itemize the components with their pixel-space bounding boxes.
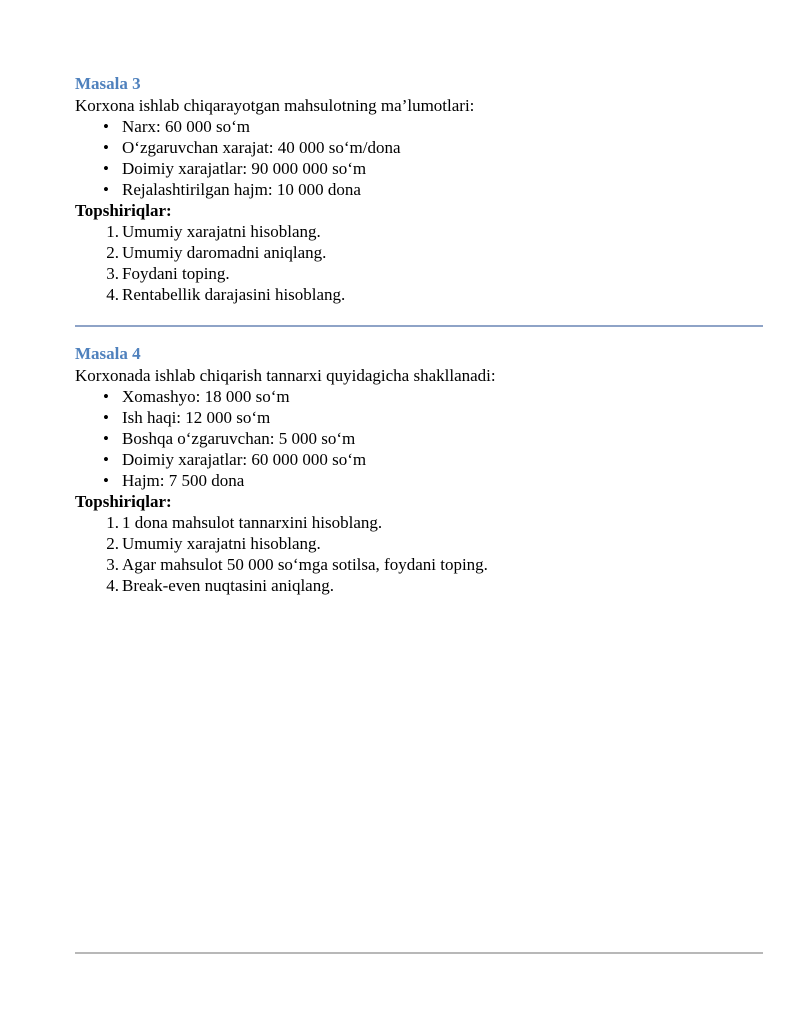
list-item-text: Break-even nuqtasini aniqlang. <box>122 576 334 595</box>
list-item <box>75 575 763 596</box>
list-item <box>75 284 763 305</box>
list-item-text: Foydani toping. <box>122 264 230 283</box>
list-item-text: 1 dona mahsulot tannarxini hisoblang. <box>122 513 383 532</box>
section-heading: Masala 4 <box>75 344 141 363</box>
list-number: 2. <box>106 534 119 553</box>
list-item <box>75 137 763 158</box>
section-intro: Korxonada ishlab chiqarish tannarxi quyidagicha shakllanadi: <box>75 366 496 385</box>
list-number: 4. <box>106 576 119 595</box>
list-item <box>75 554 763 575</box>
list-item <box>75 449 763 470</box>
bullet-icon: • <box>103 408 109 427</box>
tasks-numbered-list <box>75 512 763 596</box>
bullet-icon: • <box>103 387 109 406</box>
list-item <box>75 242 763 263</box>
bullet-icon: • <box>103 429 109 448</box>
list-item-text: Doimiy xarajatlar: 60 000 000 so‘m <box>122 450 367 469</box>
section-masala-3 <box>75 73 763 305</box>
list-number: 2. <box>106 243 119 262</box>
list-item-text: Hajm: 7 500 dona <box>122 471 245 490</box>
document-page <box>75 73 763 596</box>
bullet-icon: • <box>103 180 109 199</box>
list-item <box>75 179 763 200</box>
list-item <box>75 533 763 554</box>
bullet-icon: • <box>103 138 109 157</box>
list-item <box>75 428 763 449</box>
list-number: 3. <box>106 555 119 574</box>
list-item <box>75 221 763 242</box>
bullet-icon: • <box>103 450 109 469</box>
list-item-text: Agar mahsulot 50 000 so‘mga sotilsa, foydani toping. <box>122 555 488 574</box>
bullet-icon: • <box>103 159 109 178</box>
section-intro: Korxona ishlab chiqarayotgan mahsulotning ma’lumotlari: <box>75 96 475 115</box>
bullet-icon: • <box>103 471 109 490</box>
list-item <box>75 470 763 491</box>
list-number: 1. <box>106 222 119 241</box>
list-item <box>75 116 763 137</box>
tasks-label: Topshiriqlar: <box>75 492 172 511</box>
list-item-text: Ish haqi: 12 000 so‘m <box>122 408 271 427</box>
list-item-text: Rejalashtirilgan hajm: 10 000 dona <box>122 180 361 199</box>
data-bullet-list <box>75 386 763 491</box>
list-number: 1. <box>106 513 119 532</box>
tasks-label: Topshiriqlar: <box>75 201 172 220</box>
footer-divider <box>75 952 763 954</box>
list-item <box>75 158 763 179</box>
list-item-text: O‘zgaruvchan xarajat: 40 000 so‘m/dona <box>122 138 401 157</box>
list-number: 4. <box>106 285 119 304</box>
list-item <box>75 512 763 533</box>
bullet-icon: • <box>103 117 109 136</box>
list-item-text: Umumiy xarajatni hisoblang. <box>122 222 321 241</box>
section-heading: Masala 3 <box>75 74 141 93</box>
list-item <box>75 263 763 284</box>
tasks-numbered-list <box>75 221 763 305</box>
list-item-text: Umumiy daromadni aniqlang. <box>122 243 327 262</box>
list-item-text: Xomashyo: 18 000 so‘m <box>122 387 290 406</box>
list-item-text: Boshqa o‘zgaruvchan: 5 000 so‘m <box>122 429 356 448</box>
section-masala-4 <box>75 343 763 596</box>
list-item-text: Narx: 60 000 so‘m <box>122 117 250 136</box>
list-item-text: Rentabellik darajasini hisoblang. <box>122 285 346 304</box>
list-item-text: Umumiy xarajatni hisoblang. <box>122 534 321 553</box>
list-item <box>75 386 763 407</box>
list-number: 3. <box>106 264 119 283</box>
list-item-text: Doimiy xarajatlar: 90 000 000 so‘m <box>122 159 367 178</box>
list-item <box>75 407 763 428</box>
data-bullet-list <box>75 116 763 200</box>
section-divider <box>75 325 763 327</box>
